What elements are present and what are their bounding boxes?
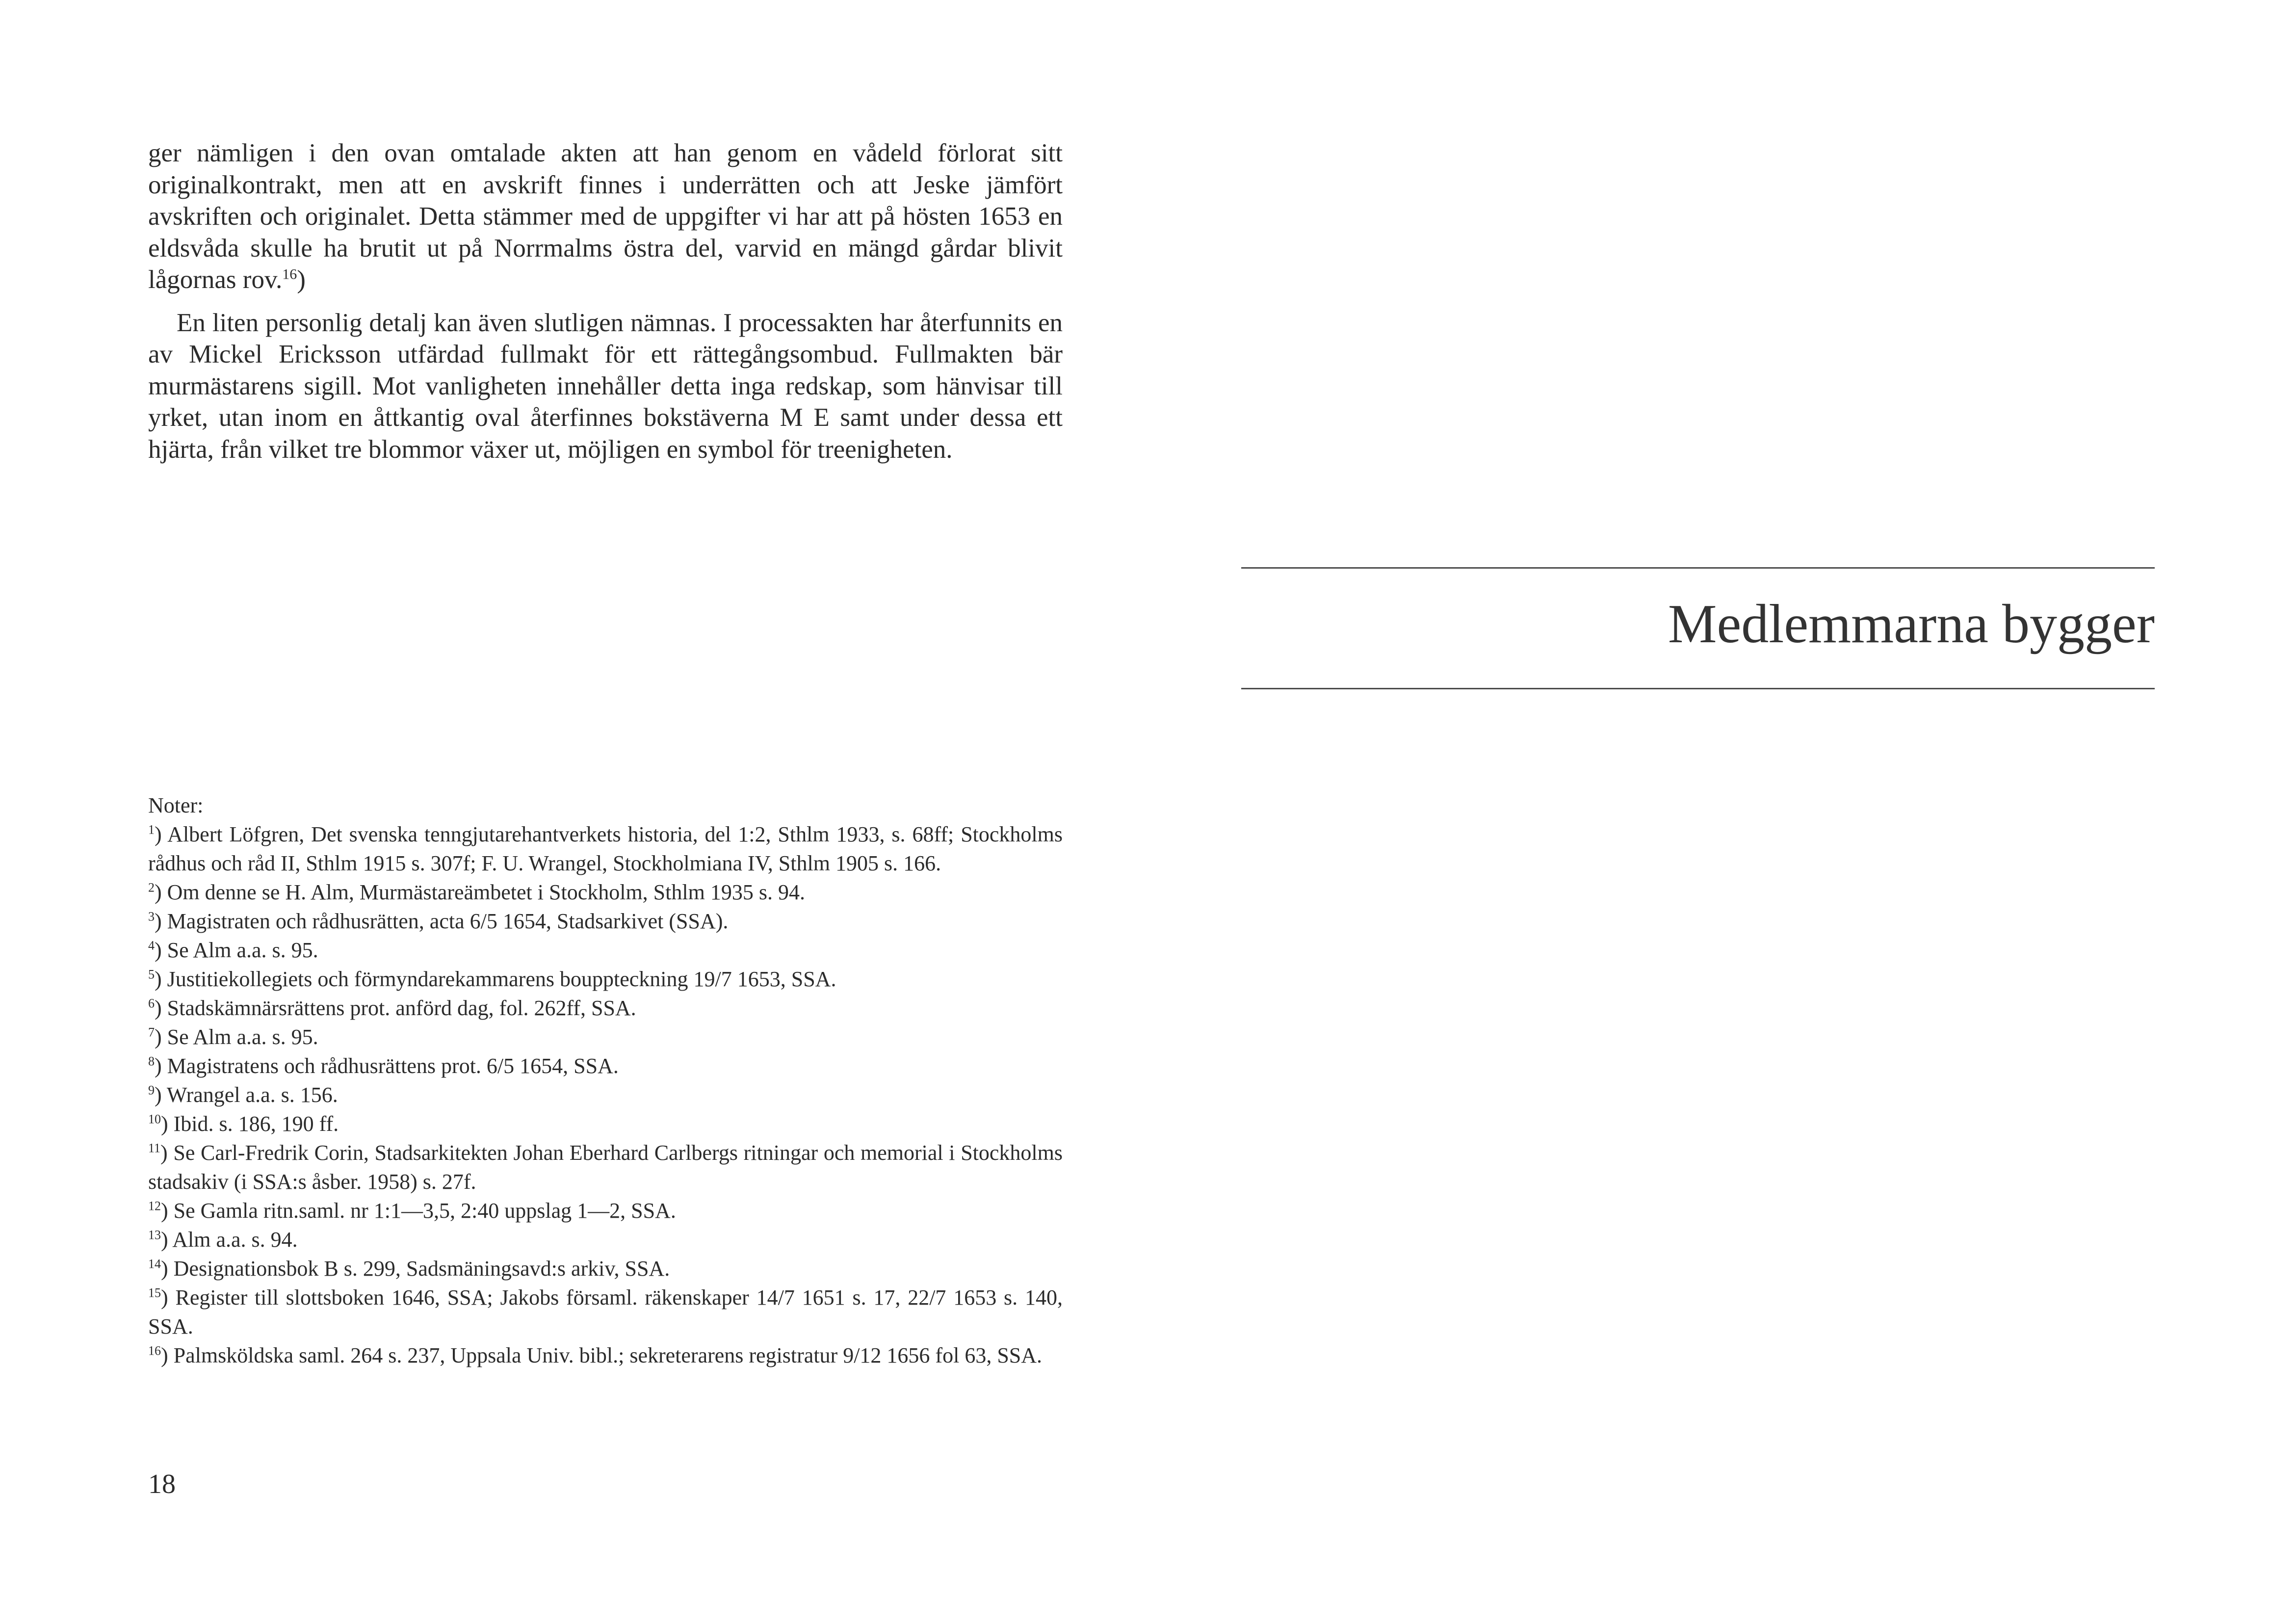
footnote (148, 1225, 1063, 1254)
footnote-number: 9 (148, 1083, 155, 1098)
footnote-number: 13 (148, 1228, 161, 1242)
footnote-number: 7 (148, 1025, 155, 1040)
footnote-number: 1 (148, 822, 155, 837)
footnote-text: ) Designationsbok B s. 299, Sadsmäningsavd:s arkiv, SSA. (161, 1257, 670, 1281)
footnote (148, 907, 1063, 936)
footnote (148, 1341, 1063, 1370)
footnote-text: ) Wrangel a.a. s. 156. (155, 1083, 338, 1107)
footnote (148, 1051, 1063, 1080)
footnote-reference: 16 (282, 266, 297, 283)
footnote (148, 1138, 1063, 1196)
footnote-text: ) Magistraten och rådhusrätten, acta 6/5 1654, Stadsarkivet (SSA). (155, 909, 729, 933)
footnote-text: ) Ibid. s. 186, 190 ff. (161, 1112, 339, 1136)
body-text (148, 137, 1063, 465)
footnote-number: 12 (148, 1199, 161, 1213)
footnotes (148, 791, 1063, 1370)
left-page (148, 137, 1063, 465)
footnote-text: ) Se Gamla ritn.saml. nr 1:1—3,5, 2:40 uppslag 1—2, SSA. (161, 1199, 676, 1223)
footnote-number: 11 (148, 1141, 161, 1155)
body-paragraph: En liten personlig detalj kan även slutligen nämnas. I processakten har återfunnits en av Mickel Ericksson utfärdad fullmakt för ett rättegångsombud. Fullmakten bär murmästarens sigill. Mot vanligheten innehåller detta inga redskap, som hänvisar till yrket, utan inom en åttkantig oval återfinnes bokstäverna M E samt under dessa ett hjärta, från vilket tre blommor växer ut, möjligen en symbol för treenigheten. (148, 308, 1063, 464)
footnote-number: 5 (148, 967, 155, 982)
footnote-number: 2 (148, 880, 155, 895)
footnote-text: ) Stadskämnärsrättens prot. anförd dag, fol. 262ff, SSA. (155, 996, 636, 1020)
footnote (148, 820, 1063, 878)
footnote-number: 4 (148, 938, 155, 953)
footnote (148, 1022, 1063, 1051)
footnote-number: 6 (148, 996, 155, 1011)
footnote-text: ) Palmsköldska saml. 264 s. 237, Uppsala Univ. bibl.; sekreterarens registratur 9/12 1656 fol 63, SSA. (161, 1343, 1043, 1367)
page-number: 18 (148, 1469, 176, 1499)
footnote-number: 8 (148, 1054, 155, 1069)
footnote-text: ) Alm a.a. s. 94. (161, 1228, 298, 1252)
section-title: Medlemmarna bygger (1668, 594, 2155, 655)
footnote (148, 1080, 1063, 1109)
footnote-text: ) Magistratens och rådhusrättens prot. 6/5 1654, SSA. (155, 1054, 619, 1078)
footnote-text: ) Register till slottsboken 1646, SSA; Jakobs församl. räkenskaper 14/7 1651 s. 17, 22/7 1653 s. 140, SSA. (148, 1285, 1063, 1338)
footnote-text: ) Albert Löfgren, Det svenska tenngjutarehantverkets historia, del 1:2, Sthlm 1933, s. 68ff; Stockholms rådhus och råd II, Sthlm 1915 s. 307f; F. U. Wrangel, Stockholmiana IV, Sthlm 1905 s. 166. (148, 822, 1063, 875)
footnote-number: 10 (148, 1112, 161, 1126)
footnote (148, 1196, 1063, 1225)
notes-heading: Noter: (148, 793, 204, 817)
footnote (148, 1254, 1063, 1283)
footnote (148, 994, 1063, 1022)
footnote-number: 16 (148, 1343, 161, 1358)
footnote (148, 965, 1063, 994)
top-rule (1241, 567, 2155, 569)
footnote (148, 878, 1063, 907)
footnote-number: 15 (148, 1285, 161, 1300)
footnote (148, 1109, 1063, 1138)
footnote-number: 3 (148, 909, 155, 924)
paragraph-text-tail: ) (297, 265, 306, 294)
bottom-rule (1241, 688, 2155, 689)
footnote-text: ) Justitiekollegiets och förmyndarekammarens bouppteckning 19/7 1653, SSA. (155, 967, 836, 991)
footnote-text: ) Se Alm a.a. s. 95. (155, 938, 318, 962)
paragraph-text: ger nämligen i den ovan omtalade akten att han genom en vådeld förlorat sitt originalkontrakt, men att en avskrift finnes i underrätten och att Jeske jämfört avskriften och originalet. Detta stämmer med de uppgifter vi har att på hösten 1653 en eldsvåda skulle ha brutit ut på Norrmalms östra del, varvid en mängd gårdar blivit lågornas rov. (148, 139, 1063, 294)
footnote-text: ) Se Carl-Fredrik Corin, Stadsarkitekten Johan Eberhard Carlbergs ritningar och memorial i Stockholms stadsakiv (i SSA:s åsber. 1958) s. 27f. (148, 1141, 1063, 1194)
footnote-number: 14 (148, 1257, 161, 1271)
footnote-text: ) Se Alm a.a. s. 95. (155, 1025, 318, 1049)
footnote (148, 1283, 1063, 1341)
footnote-text: ) Om denne se H. Alm, Murmästareämbetet i Stockholm, Sthlm 1935 s. 94. (155, 880, 805, 904)
footnote (148, 936, 1063, 965)
body-paragraph (148, 137, 1063, 296)
